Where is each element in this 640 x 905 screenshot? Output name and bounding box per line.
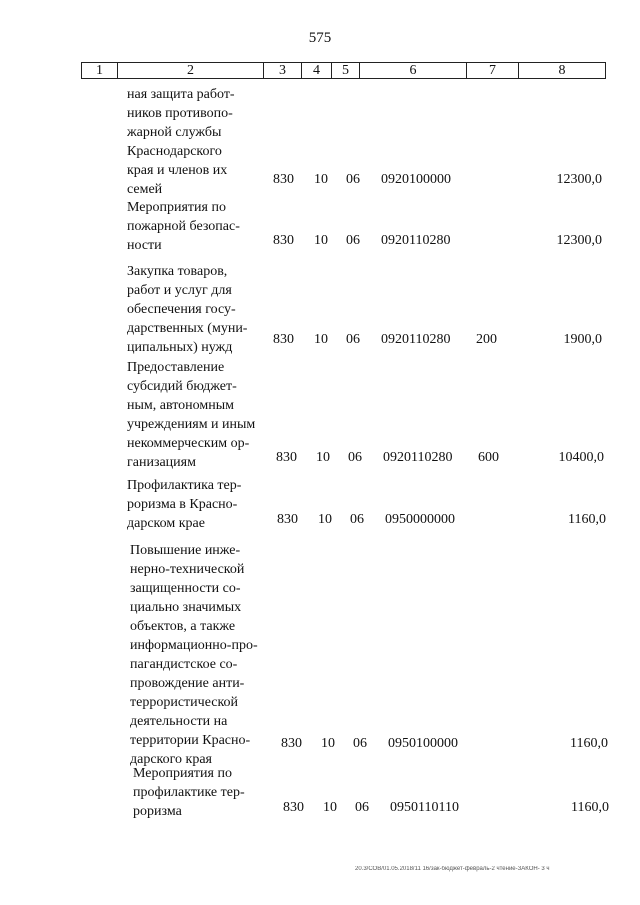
cell-expense-type: 600 [478, 450, 499, 465]
document-footer: 20.3/СОВ/01.05.2018/11 16/зак-бюджет-февраль-2 чтение-ЗАКОН- 3 ч [355, 866, 550, 872]
header-col-5: 5 [332, 63, 360, 78]
cell-subsection: 06 [346, 332, 360, 347]
row-description: Профилактика тер- роризма в Красно- дарском крае [127, 478, 242, 531]
cell-amount: 10400,0 [558, 450, 604, 465]
cell-section: 10 [314, 332, 328, 347]
page-number: 575 [308, 30, 332, 46]
cell-target-article: 0950000000 [385, 512, 455, 527]
cell-section: 10 [314, 233, 328, 248]
header-col-2: 2 [118, 63, 264, 78]
row-description: Повышение инже- нерно-технической защищенности со- циально значимых объектов, а также информационно-про- пагандистское со- провождение анти- террористической деятельности на территории Красно- дарского края [130, 543, 258, 767]
cell-subsection: 06 [346, 233, 360, 248]
cell-amount: 1160,0 [571, 800, 609, 815]
cell-target-article: 0920100000 [381, 172, 451, 187]
cell-amount: 12300,0 [556, 172, 602, 187]
cell-subsection: 06 [350, 512, 364, 527]
cell-target-article: 0920110280 [381, 332, 451, 347]
cell-section: 10 [321, 736, 335, 751]
cell-subsection: 06 [353, 736, 367, 751]
cell-amount: 1900,0 [563, 332, 602, 347]
cell-ministry: 830 [281, 736, 302, 751]
cell-ministry: 830 [283, 800, 304, 815]
header-col-7: 7 [467, 63, 519, 78]
cell-subsection: 06 [348, 450, 362, 465]
row-description: Мероприятия по пожарной безопас- ности [127, 200, 240, 253]
header-col-1: 1 [82, 63, 118, 78]
cell-target-article: 0920110280 [383, 450, 453, 465]
header-col-8: 8 [558, 63, 566, 78]
cell-expense-type: 200 [476, 332, 497, 347]
row-description: Мероприятия по профилактике тер- роризма [133, 766, 245, 819]
cell-ministry: 830 [273, 233, 294, 248]
cell-target-article: 0950110110 [390, 800, 459, 815]
cell-amount: 1160,0 [568, 512, 606, 527]
row-description: Закупка товаров, работ и услуг для обеспечения госу- дарственных (муни- ципальных) нужд [127, 264, 248, 355]
cell-ministry: 830 [273, 172, 294, 187]
cell-ministry: 830 [277, 512, 298, 527]
row-description: ная защита работ- ников противопо- жарной службы Краснодарского края и членов их семей [127, 87, 235, 197]
cell-subsection: 06 [355, 800, 369, 815]
cell-amount: 1160,0 [570, 736, 608, 751]
header-col-3: 3 [264, 63, 302, 78]
cell-section: 10 [318, 512, 332, 527]
row-description: Предоставление субсидий бюджет- ным, автономным учреждениям и иным некоммерческим ор- ганизациям [127, 360, 256, 470]
cell-target-article: 0920110280 [381, 233, 451, 248]
cell-subsection: 06 [346, 172, 360, 187]
header-col-6: 6 [360, 63, 467, 78]
cell-section: 10 [314, 172, 328, 187]
cell-ministry: 830 [273, 332, 294, 347]
cell-section: 10 [316, 450, 330, 465]
cell-section: 10 [323, 800, 337, 815]
table-header [81, 62, 606, 79]
cell-amount: 12300,0 [556, 233, 602, 248]
cell-ministry: 830 [276, 450, 297, 465]
cell-target-article: 0950100000 [388, 736, 458, 751]
header-col-4: 4 [302, 63, 332, 78]
